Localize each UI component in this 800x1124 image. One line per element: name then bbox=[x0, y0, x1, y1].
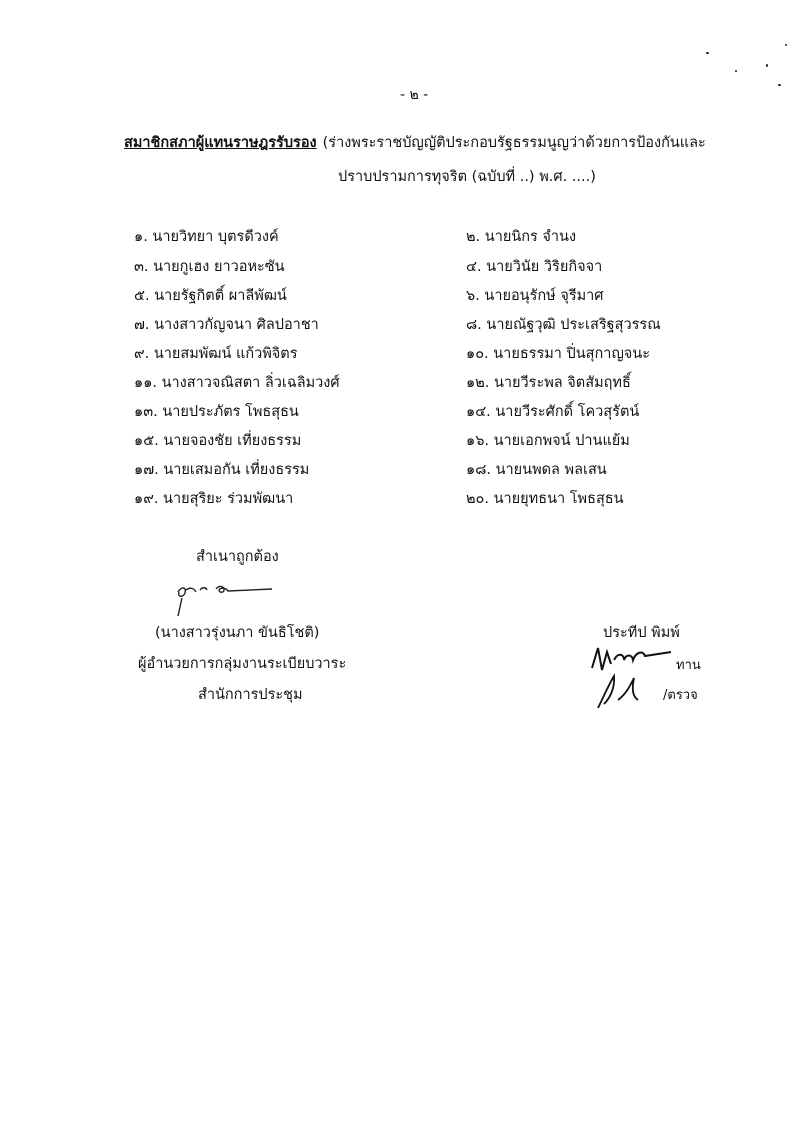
member-item: ๒๐. นายยุทธนา โพธสุธน bbox=[466, 491, 624, 507]
scan-speck bbox=[706, 52, 709, 54]
proofread-mark: ทาน bbox=[676, 658, 701, 673]
member-item: ๑๙. นายสุริยะ ร่วมพัฒนา bbox=[134, 491, 294, 507]
member-item: ๒. นายนิกร จำนง bbox=[466, 229, 577, 245]
scan-speck bbox=[735, 70, 737, 72]
member-item: ๑๕. นายจองชัย เที่ยงธรรม bbox=[134, 433, 302, 449]
verified-mark: /ตรวจ bbox=[663, 688, 698, 703]
member-item: ๔. นายวินัย วิริยกิจจา bbox=[466, 259, 603, 275]
handwritten-initials-verified bbox=[592, 670, 667, 712]
member-item: ๑๗. นายเสมอกัน เที่ยงธรรม bbox=[134, 462, 310, 478]
member-item: ๕. นายรัฐกิตติ์ ผาลีพัฒน์ bbox=[134, 288, 287, 304]
member-item: ๑๓. นายประภัตร โพธสุธน bbox=[134, 404, 299, 420]
certifier-office: สำนักการประชุม bbox=[198, 687, 303, 703]
member-item: ๑๑. นางสาวจณิสตา ลิ่วเฉลิมวงศ์ bbox=[134, 375, 340, 391]
certifier-name: (นางสาวรุ่งนภา ขันธิโชติ) bbox=[155, 625, 320, 641]
scan-speck bbox=[785, 44, 787, 46]
member-item: ๓. นายกูเฮง ยาวอหะซัน bbox=[134, 259, 285, 275]
member-item: ๖. นายอนุรักษ์ จุรีมาศ bbox=[466, 288, 604, 304]
member-item: ๑๘. นายนพดล พลเสน bbox=[466, 462, 607, 478]
member-item: ๑. นายวิทยา บุตรดีวงค์ bbox=[134, 229, 279, 245]
member-item: ๙. นายสมพัฒน์ แก้วพิจิตร bbox=[134, 346, 298, 362]
page-number: - ๒ - bbox=[400, 87, 429, 103]
certifier-position: ผู้อำนวยการกลุ่มงานระเบียบวาระ bbox=[138, 656, 347, 672]
scan-speck bbox=[766, 64, 768, 67]
heading-label: สมาชิกสภาผู้แทนราษฎรรับรอง bbox=[124, 135, 317, 151]
handwritten-signature-certifier bbox=[170, 580, 290, 620]
heading-description: (ร่างพระราชบัญญัติประกอบรัฐธรรมนูญว่าด้วยการป้องกันและ bbox=[322, 135, 706, 151]
scan-speck bbox=[778, 84, 781, 86]
member-item: ๑๖. นายเอกพจน์ ปานแย้ม bbox=[466, 433, 630, 449]
member-item: ๑๐. นายธรรมา ปิ่นสุกาญจนะ bbox=[466, 346, 650, 362]
heading bbox=[124, 136, 706, 151]
member-item: ๑๒. นายวีระพล จิตสัมฤทธิ์ bbox=[466, 375, 631, 391]
typed-by: ประทีป พิมพ์ bbox=[603, 625, 680, 641]
certify-title: สำเนาถูกต้อง bbox=[196, 549, 279, 565]
member-item: ๑๔. นายวีระศักดิ์ โควสุรัตน์ bbox=[466, 404, 640, 420]
member-item: ๘. นายณัฐวุฒิ ประเสริฐสุวรรณ bbox=[466, 317, 661, 333]
member-item: ๗. นางสาวกัญจนา ศิลปอาชา bbox=[134, 317, 319, 333]
heading-description-line2: ปราบปรามการทุจริต (ฉบับที่ ..) พ.ศ. ....) bbox=[338, 169, 596, 185]
